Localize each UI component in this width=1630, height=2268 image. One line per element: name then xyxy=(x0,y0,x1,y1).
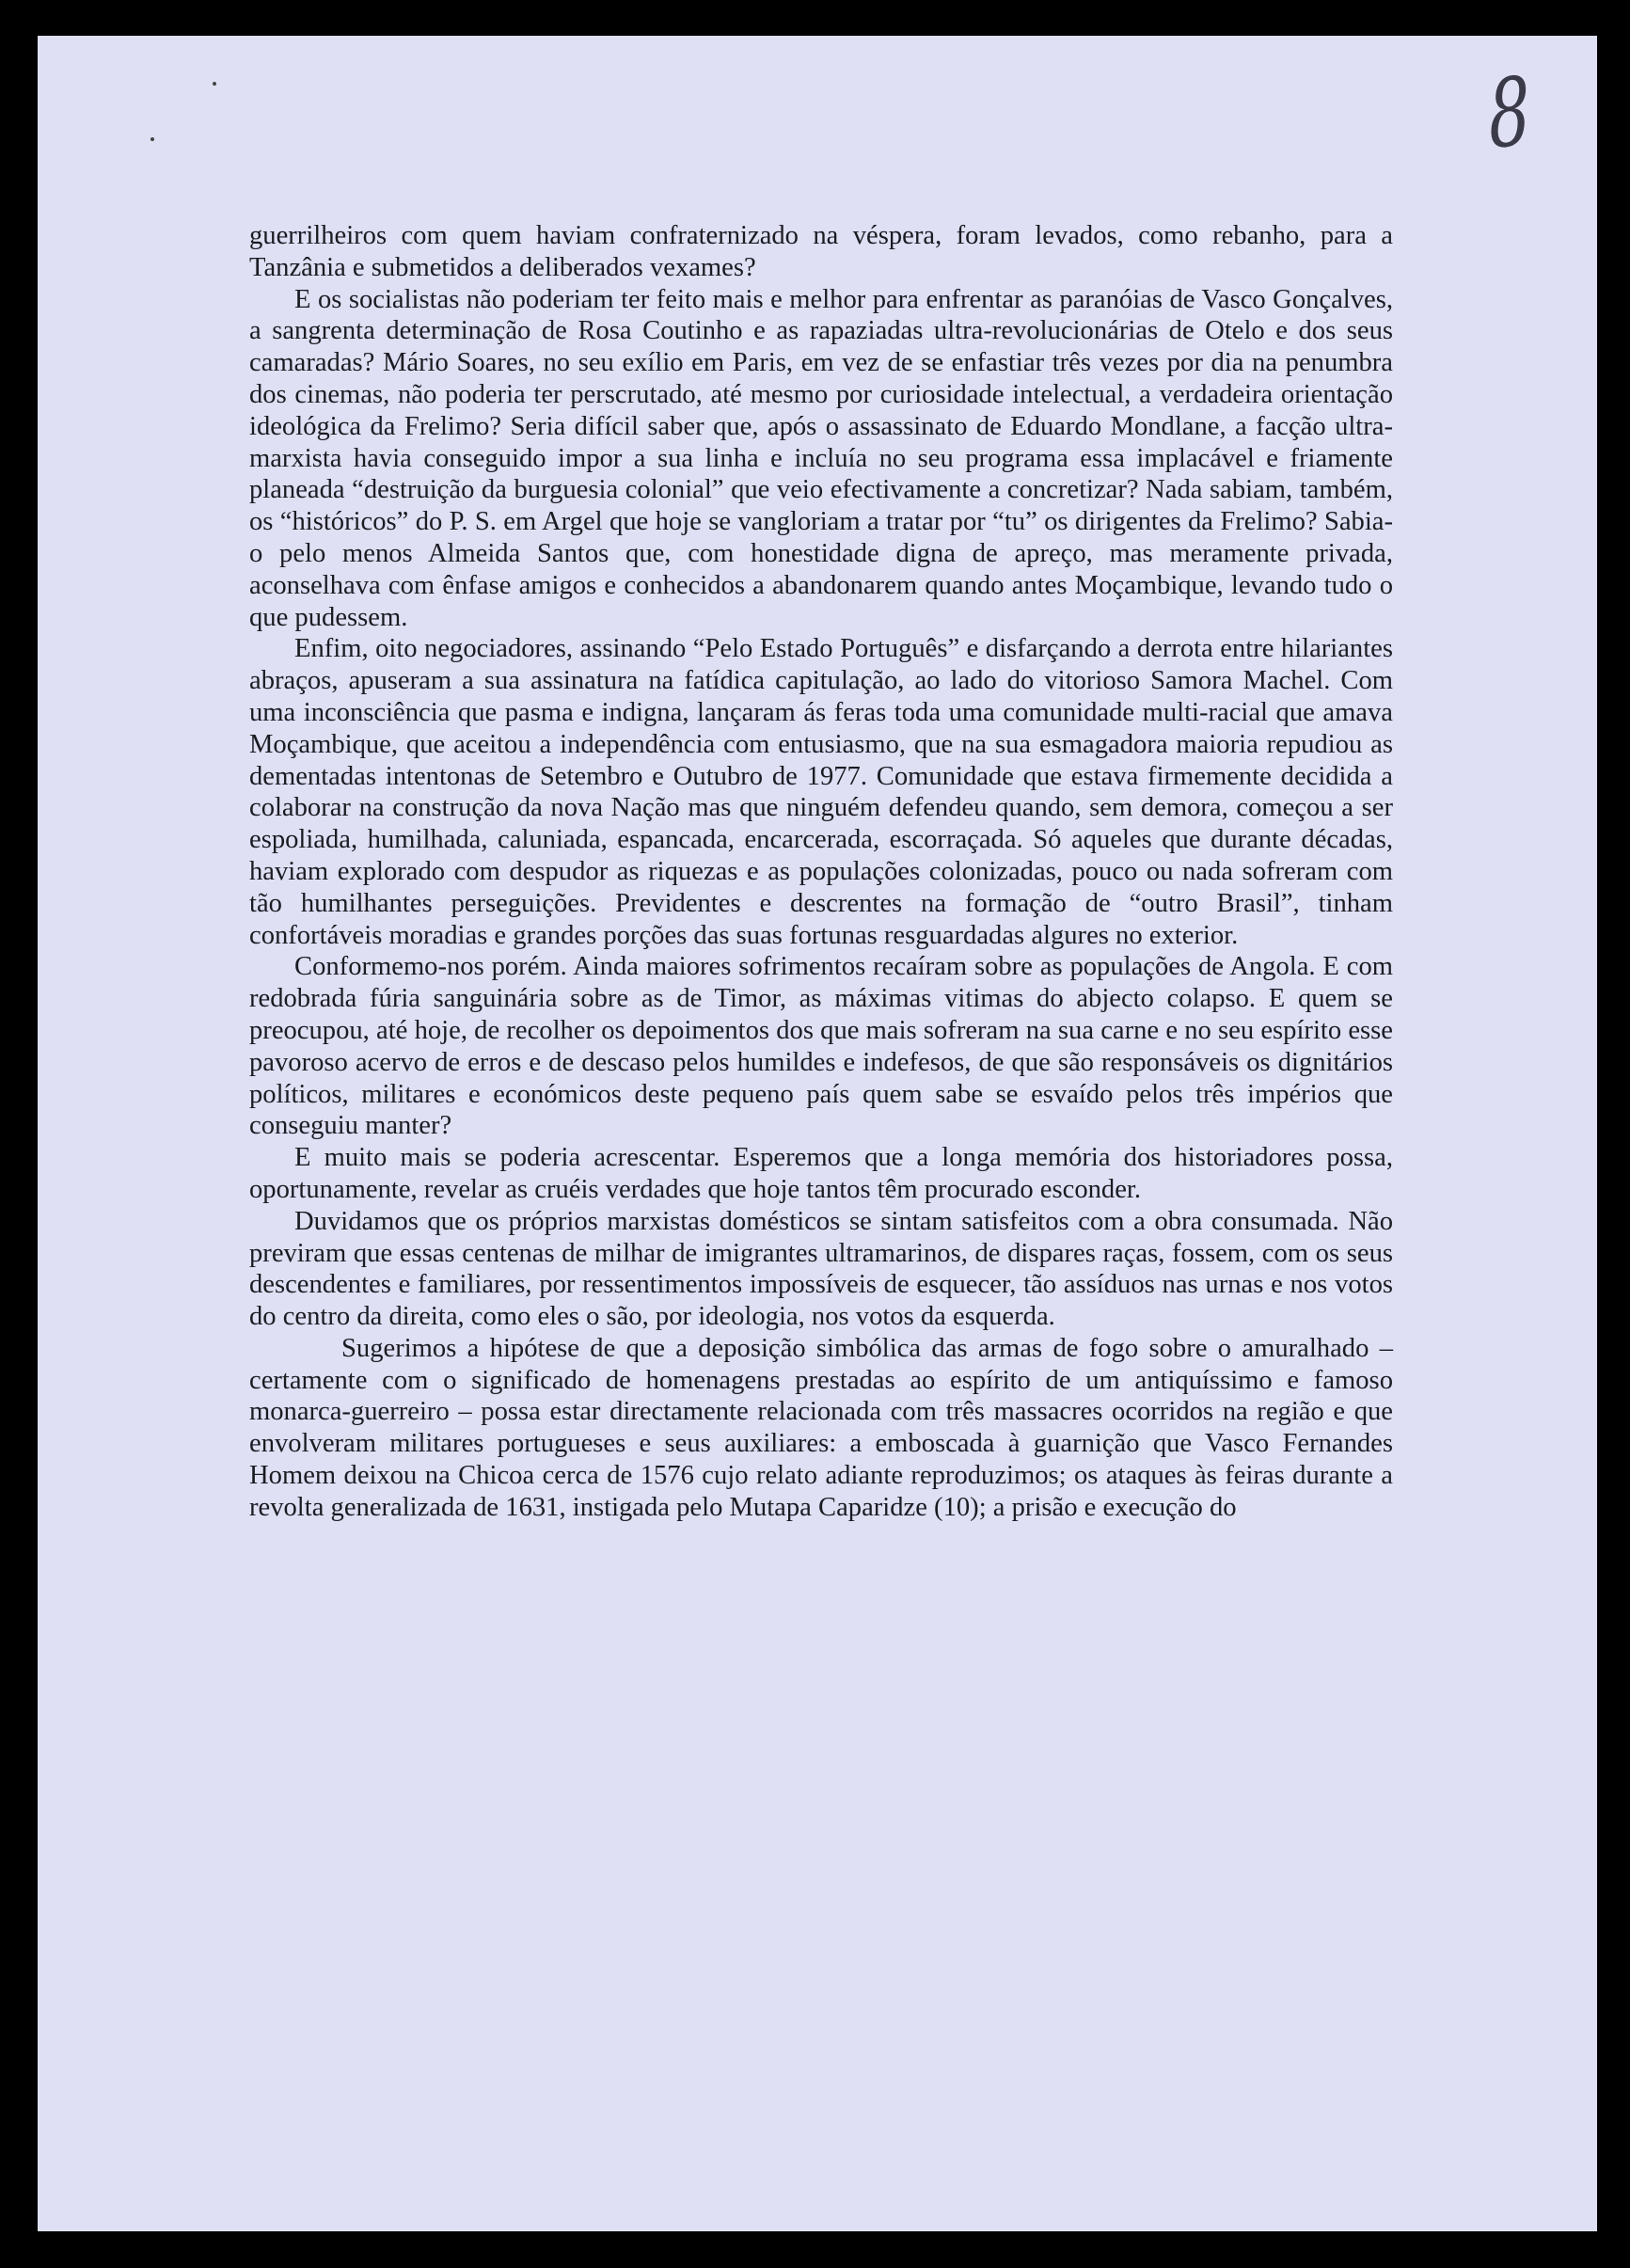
paragraph: Enfim, oito negociadores, assinando “Pelo Estado Português” e disfarçando a derrota entre hilariantes abraços, apuseram a sua assinatura na fatídica capitulação, ao lado do vitorioso Samora Machel. Com uma inconsciência que pasma e indigna, lançaram ás feras toda uma comunidade multi-racial que amava Moçambique, que aceitou a independência com entusiasmo, que na sua esmagadora maioria repudiou as dementadas intentonas de Setembro e Outubro de 1977. Comunidade que estava firmemente decidida a colaborar na construção da nova Nação mas que ninguém defendeu quando, sem demora, começou a ser espoliada, humilhada, caluniada, espancada, encarcerada, escorraçada. Só aqueles que durante décadas, haviam explorado com despudor as riquezas e as populações colonizadas, pouco ou nada sofreram com tão humilhantes perseguições. Previdentes e descrentes na formação de “outro Brasil”, tinham confortáveis moradias e grandes porções das suas fortunas resguardadas algures no exterior. xyxy=(249,634,1393,950)
scan-speck xyxy=(150,137,154,141)
paragraph: E muito mais se poderia acrescentar. Esperemos que a longa memória dos historiadores possa, oportunamente, revelar as cruéis verdades que hoje tantos têm procurado esconder. xyxy=(249,1143,1393,1204)
handwritten-page-number: 8 xyxy=(1485,56,1533,170)
paragraph: Sugerimos a hipótese de que a deposição simbólica das armas de fogo sobre o amuralhado – certamente com o significado de homenagens prestadas ao espírito de um antiquíssimo e famoso monarca-guerreiro – possa estar directamente relacionada com três massacres ocorridos na região e que envolveram militares portugueses e seus auxiliares: a emboscada à guarnição que Vasco Fernandes Homem deixou na Chicoa cerca de 1576 cujo relato adiante reproduzimos; os ataques às feiras durante a revolta generalizada de 1631, instigada pelo Mutapa Caparidze (10); a prisão e execução do xyxy=(249,1333,1393,1522)
paragraph: Duvidamos que os próprios marxistas domésticos se sintam satisfeitos com a obra consumada. Não previram que essas centenas de milhar de imigrantes ultramarinos, de dispares raças, fossem, com os seus descendentes e familiares, por ressentimentos impossíveis de esquecer, tão assíduos nas urnas e nos votos do centro da direita, como eles o são, por ideologia, nos votos da esquerda. xyxy=(249,1206,1393,1332)
paragraph: E os socialistas não poderiam ter feito mais e melhor para enfrentar as paranóias de Vasco Gonçalves, a sangrenta determinação de Rosa Coutinho e as rapaziadas ultra-revolucionárias de Otelo e dos seus camaradas? Mário Soares, no seu exílio em Paris, em vez de se enfastiar três vezes por dia na penumbra dos cinemas, não poderia ter perscrutado, até mesmo por curiosidade intelectual, a verdadeira orientação ideológica da Frelimo? Seria difícil saber que, após o assassinato de Eduardo Mondlane, a facção ultra-marxista havia conseguido impor a sua linha e incluía no seu programa essa implacável e friamente planeada “destruição da burguesia colonial” que veio efectivamente a concretizar? Nada sabiam, também, os “históricos” do P. S. em Argel que hoje se vangloriam a tratar por “tu” os dirigentes da Frelimo? Sabia-o pelo menos Almeida Santos que, com honestidade digna de apreço, mas meramente privada, aconselhava com ênfase amigos e conhecidos a abandonarem quando antes Moçambique, levando tudo o que pudessem. xyxy=(249,284,1393,632)
paragraph: Conformemo-nos porém. Ainda maiores sofrimentos recaíram sobre as populações de Angola. E com redobrada fúria sanguinária sobre as de Timor, as máximas vitimas do abjecto colapso. E quem se preocupou, até hoje, de recolher os depoimentos dos que mais sofreram na sua carne e no seu espírito esse pavoroso acervo de erros e de descaso pelos humildes e indefesos, de que são responsáveis os dignitários políticos, militares e económicos deste pequeno país quem sabe se esvaído pelos três impérios que conseguiu manter? xyxy=(249,952,1393,1141)
body-text xyxy=(249,220,1393,1524)
document-page xyxy=(38,36,1597,2231)
paragraph: guerrilheiros com quem haviam confraternizado na véspera, foram levados, como rebanho, para a Tanzânia e submetidos a deliberados vexames? xyxy=(249,221,1393,282)
scan-speck xyxy=(213,82,216,86)
